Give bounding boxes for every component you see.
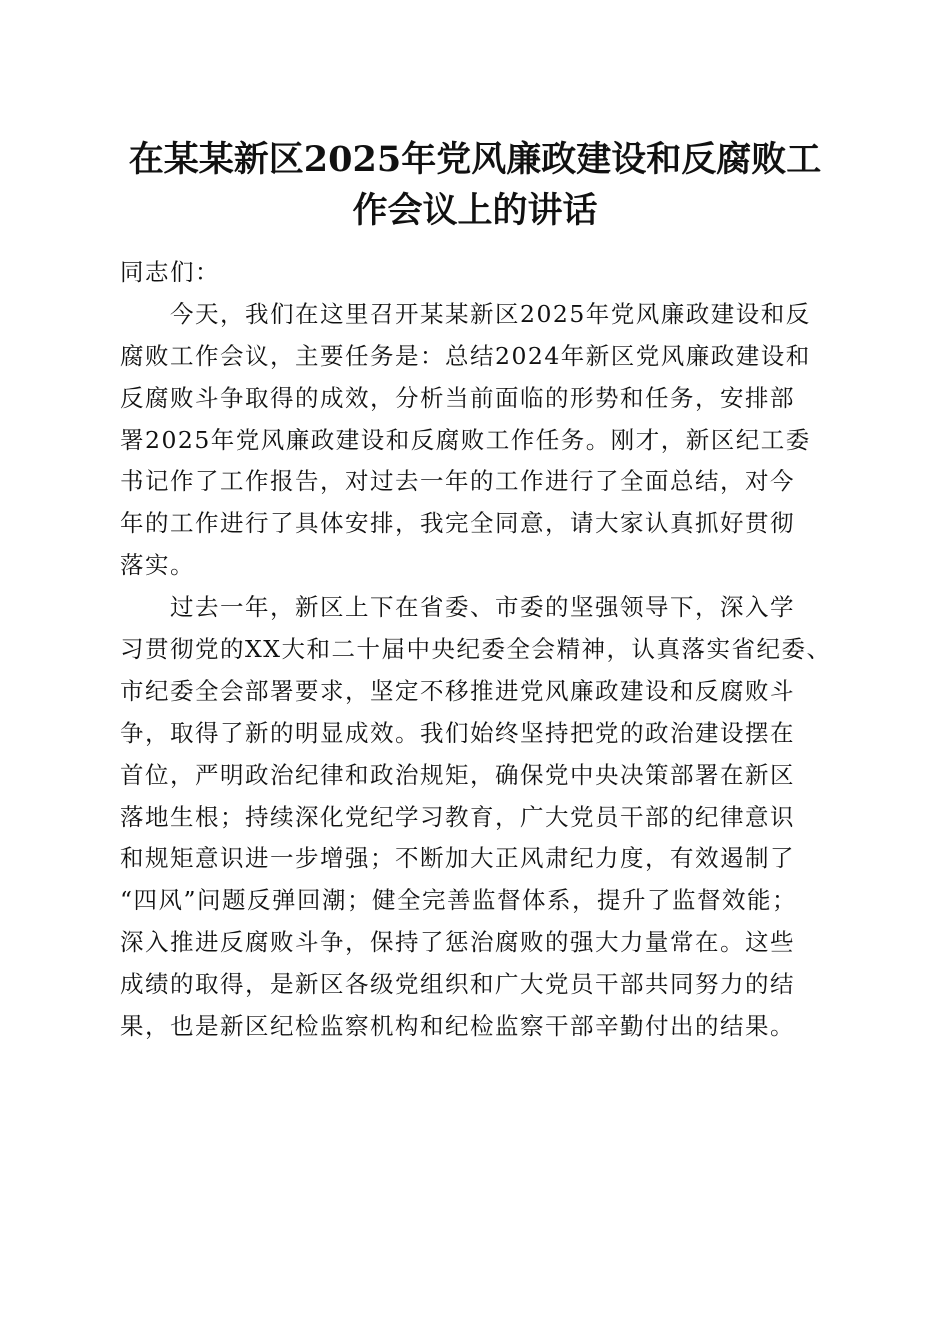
page-title [110, 134, 840, 236]
paragraph [120, 587, 835, 1048]
paragraph-line: 腐败工作会议，主要任务是：总结2024年新区党风廉政建设和 [120, 341, 811, 370]
paragraph-line: 署2025年党风廉政建设和反腐败工作任务。刚才，新区纪工委 [120, 425, 811, 454]
paragraph-line: “四风”问题反弹回潮；健全完善监督体系，提升了监督效能； [120, 886, 798, 915]
paragraph-line: 果，也是新区纪检监察机构和纪检监察干部辛勤付出的结果。 [120, 1012, 795, 1041]
paragraph-line: 书记作了工作报告，对过去一年的工作进行了全面总结，对今 [120, 467, 795, 496]
paragraph-line: 深入推进反腐败斗争，保持了惩治腐败的强大力量常在。这些 [120, 928, 795, 957]
paragraph-line: 年的工作进行了具体安排，我完全同意，请大家认真抓好贯彻 [120, 509, 795, 538]
paragraph-line: 今天，我们在这里召开某某新区2025年党风廉政建设和反 [170, 299, 811, 328]
paragraph-line: 首位，严明政治纪律和政治规矩，确保党中央决策部署在新区 [120, 760, 795, 789]
paragraph [120, 294, 835, 587]
paragraph-line: 市纪委全会部署要求，坚定不移推进党风廉政建设和反腐败斗 [120, 676, 795, 705]
title-line: 在某某新区2025年党风廉政建设和反腐败工 [128, 139, 822, 180]
paragraph-line: 习贯彻党的XX大和二十届中央纪委全会精神，认真落实省纪委、 [120, 635, 832, 664]
title-line: 作会议上的讲话 [352, 190, 598, 231]
paragraph-line: 过去一年，新区上下在省委、市委的坚强领导下，深入学 [170, 593, 795, 622]
document-body [120, 252, 835, 1048]
paragraph-line: 落地生根；持续深化党纪学习教育，广大党员干部的纪律意识 [120, 802, 795, 831]
paragraph-line: 成绩的取得，是新区各级党组织和广大党员干部共同努力的结 [120, 970, 795, 999]
paragraph-line: 反腐败斗争取得的成效，分析当前面临的形势和任务，安排部 [120, 383, 795, 412]
paragraph-line: 和规矩意识进一步增强；不断加大正风肃纪力度，有效遏制了 [120, 844, 795, 873]
salutation: 同志们： [120, 258, 220, 286]
paragraph-line: 争，取得了新的明显成效。我们始终坚持把党的政治建设摆在 [120, 718, 795, 747]
paragraph-line: 落实。 [120, 551, 195, 580]
